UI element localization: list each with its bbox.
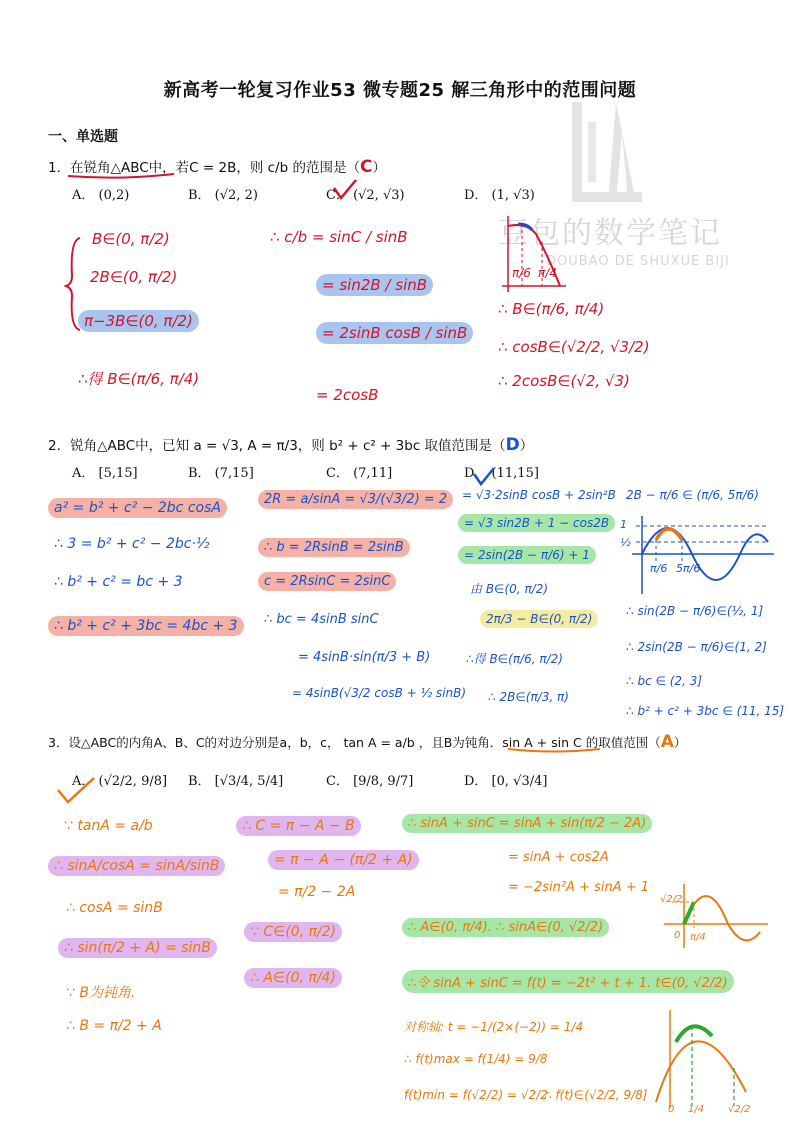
q1-mid-line-3: = 2sinB cosB / sinB (316, 322, 473, 344)
q2-graph-label-4: 5π/6 (676, 562, 701, 575)
q2-col3-line-5: 2π/3 − B∈(0, π/2) (480, 610, 598, 628)
q2-option-a: A． [5,15] (72, 466, 138, 481)
q2-col3-line-7: ∴ 2B∈(π/3, π) (488, 690, 569, 704)
q2-col4-line-2: ∴ sin(2B − π/6)∈(½, 1] (626, 604, 764, 618)
q2-graph-label-3: π/6 (650, 562, 668, 575)
section-heading: 一、单选题 (48, 129, 118, 145)
q3-col3-line-1: ∴ sinA + sinC = sinA + sin(π/2 − 2A) (402, 814, 652, 833)
q3-col3-line-9: ∴ f(t)∈(√2/2, 9/8] (544, 1088, 648, 1102)
q1-mid-line-1: ∴ c/b = sinC / sinB (270, 228, 408, 246)
q1-left-line-4: ∴得 B∈(π/6, π/4) (78, 370, 200, 388)
q2-col3-line-2: = √3 sin2B + 1 − cos2B (458, 514, 615, 532)
q2-col2-line-5: = 4sinB·sin(π/3 + B) (298, 650, 431, 665)
q2-col2-line-1: 2R = a/sinA = √3/(√3/2) = 2 (258, 490, 453, 509)
q3-col1-line-1: ∵ tanA = a/b (64, 818, 153, 834)
q3-option-b: B． [√3/4, 5/4] (188, 774, 284, 789)
watermark-subtext: DOUBAO DE SHUXUE BIJI (546, 254, 730, 269)
q1-graph-tick-1: π/6 (512, 266, 531, 280)
q2-col3-line-6: ∴得 B∈(π/6, π/2) (466, 652, 563, 666)
q2-col2-line-2: ∴ b = 2RsinB = 2sinB (258, 538, 410, 557)
q2-graph-label-2: ½ (620, 536, 631, 549)
q1-underline (66, 172, 176, 180)
q3-col2-line-5: ∴ A∈(0, π/4) (244, 968, 342, 988)
q2-col2-line-3: c = 2RsinC = 2sinC (258, 572, 396, 591)
q3-col2-line-4: ∵ C∈(0, π/2) (244, 922, 342, 942)
q3-col2-line-3: = π/2 − 2A (278, 884, 356, 900)
q2-col2-line-4: ∴ bc = 4sinB sinC (264, 612, 379, 627)
q3-graph-label-4: 0 (668, 1104, 675, 1115)
q3-col2-line-2: = π − A − (π/2 + A) (268, 850, 419, 870)
q3-check-icon (56, 776, 96, 804)
q2-col4-line-1: 2B − π/6 ∈ (π/6, 5π/6) (626, 488, 759, 502)
q1-mid-line-2: = sin2B / sinB (316, 274, 433, 296)
q3-col1-line-5: ∵ B为钝角. (66, 985, 136, 1001)
q3-col2-line-1: ∴ C = π − A − B (236, 816, 361, 836)
q3-stem: 3．设△ABC的内角A、B、C的对边分别是a，b，c， tan A = a/b ，且B为钝角．sin A + sin C 的取值范围（ (48, 735, 661, 750)
q3-graph-label-3: π/4 (690, 932, 706, 943)
q1-close: ） (372, 160, 386, 176)
q2-col1-line-3: ∴ b² + c² = bc + 3 (54, 574, 183, 590)
q1-option-b: B． (√2, 2) (188, 188, 258, 203)
q2-close: ） (519, 438, 534, 454)
q3-sine-graph (660, 880, 770, 952)
q1-left-line-3: π−3B∈(0, π/2) (78, 310, 199, 332)
q3-col1-line-3: ∴ cosA = sinB (66, 900, 163, 916)
q2-check-icon (472, 466, 496, 488)
q3-option-a: A． (√2/2, 9/8] (72, 774, 168, 789)
q2-answer: D (505, 435, 520, 455)
q2-col4-line-5: ∴ b² + c² + 3bc ∈ (11, 15] (626, 704, 785, 718)
q3-close: ） (673, 735, 687, 750)
q1-right-line-3: ∴ 2cosB∈(√2, √3) (498, 372, 630, 390)
q1-left-line-1: B∈(0, π/2) (92, 230, 170, 248)
q1-graph-tick-2: π/4 (538, 266, 557, 280)
q1-mid-line-4: = 2cosB (316, 386, 379, 404)
q1-stem: 1．在锐角△ABC中，若C = 2B，则 c/b 的范围是（ (48, 160, 360, 176)
q2-graph-label-1: 1 (620, 518, 627, 531)
q3-parabola-graph (650, 1006, 770, 1112)
q1-right-line-2: ∴ cosB∈(√2/2, √3/2) (498, 338, 650, 356)
q3-col3-line-3: = −2sin²A + sinA + 1 (508, 880, 650, 895)
q3-graph-label-2: 0 (674, 930, 681, 941)
q2-col3-line-1: = √3·2sinB cosB + 2sin²B (462, 488, 616, 502)
q1-answer: C (359, 157, 373, 177)
q1-left-line-2: 2B∈(0, π/2) (90, 268, 178, 286)
q1-right-line-1: ∴ B∈(π/6, π/4) (498, 300, 605, 318)
q3-col3-line-6: 对称轴: t = −1/(2×(−2)) = 1/4 (404, 1020, 584, 1034)
q2-stem-row (48, 434, 533, 455)
watermark-text: 豆包的数学笔记 (498, 216, 722, 251)
q3-graph-label-5: 1/4 (688, 1104, 705, 1115)
q1-option-c: C． (√2, √3) (326, 188, 405, 203)
q3-option-d: D． [0, √3/4] (464, 774, 548, 789)
q3-graph-label-1: √2/2 (660, 894, 683, 905)
q3-graph-label-6: √2/2 (728, 1104, 751, 1115)
q2-sine-graph (628, 512, 778, 598)
q2-option-c: C． (7,11] (326, 466, 393, 481)
q3-col3-line-4: ∴ A∈(0, π/4). ∴ sinA∈(0, √2/2) (402, 918, 609, 937)
q3-underline (506, 746, 602, 754)
page-title: 新高考一轮复习作业53 微专题25 解三角形中的范围问题 (163, 80, 637, 101)
q1-option-d: D． (1, √3) (464, 188, 535, 203)
q3-option-c: C． [9/8, 9/7] (326, 774, 414, 789)
q2-col3-line-4: 由 B∈(0, π/2) (470, 582, 549, 596)
q3-col3-line-5: ∴令 sinA + sinC = f(t) = −2t² + t + 1. t∈(0, √2/2) (402, 970, 734, 993)
q1-check-icon (332, 178, 358, 202)
q3-answer: A (660, 732, 674, 752)
q2-col2-line-6: = 4sinB(√3/2 cosB + ½ sinB) (292, 686, 467, 700)
q2-col1-line-4: ∴ b² + c² + 3bc = 4bc + 3 (48, 616, 244, 636)
q3-col3-line-7: ∴ f(t)max = f(1/4) = 9/8 (404, 1052, 548, 1066)
q3-col1-line-2: ∴ sinA/cosA = sinA/sinB (48, 856, 225, 876)
q3-col1-line-4: ∴ sin(π/2 + A) = sinB (58, 938, 217, 958)
q2-col1-line-1: a² = b² + c² − 2bc cosA (48, 498, 227, 518)
q2-col3-line-3: = 2sin(2B − π/6) + 1 (458, 546, 596, 564)
q1-cos-graph (500, 212, 570, 300)
q2-col1-line-2: ∴ 3 = b² + c² − 2bc·½ (54, 536, 210, 552)
q2-option-b: B． (7,15] (188, 466, 254, 481)
q2-col4-line-4: ∴ bc ∈ (2, 3] (626, 674, 703, 688)
watermark-logo-icon (568, 92, 648, 212)
q3-col3-line-2: = sinA + cos2A (508, 850, 609, 865)
q2-col4-line-3: ∴ 2sin(2B − π/6)∈(1, 2] (626, 640, 767, 654)
q2-stem: 2．锐角△ABC中，已知 a = √3, A = π/3，则 b² + c² + 3bc 取值范围是（ (48, 438, 506, 454)
q3-col1-line-6: ∴ B = π/2 + A (66, 1018, 162, 1034)
q1-option-a: A． (0,2) (72, 188, 130, 203)
q2-option-d: D． (11,15] (464, 466, 539, 481)
q3-col3-line-8: f(t)min = f(√2/2) = √2/2 (404, 1088, 548, 1102)
